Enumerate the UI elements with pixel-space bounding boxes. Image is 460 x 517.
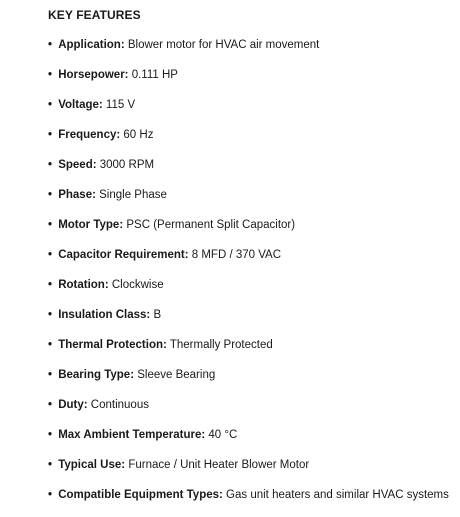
feature-item-thermal-protection — [48, 337, 453, 367]
feature-value: 3000 RPM — [99, 159, 155, 171]
feature-list — [48, 37, 453, 517]
feature-value: Blower motor for HVAC air movement — [127, 39, 320, 51]
feature-value: Gas unit heaters and similar HVAC systems — [226, 489, 449, 501]
feature-label: Application: — [58, 39, 125, 51]
feature-label: Thermal Protection: — [58, 339, 167, 351]
feature-label: Bearing Type: — [58, 369, 135, 381]
bullet-icon: • — [48, 249, 53, 261]
feature-item-horsepower — [48, 67, 453, 97]
feature-item-speed — [48, 157, 453, 187]
feature-label: Voltage: — [58, 99, 103, 111]
feature-label: Insulation Class: — [58, 309, 151, 321]
feature-item-frequency — [48, 127, 453, 157]
feature-label: Max Ambient Temperature: — [58, 429, 206, 441]
feature-value: Clockwise — [111, 279, 164, 291]
feature-value: 115 V — [105, 99, 136, 111]
feature-value: Furnace / Unit Heater Blower Motor — [128, 459, 310, 471]
feature-value: Single Phase — [99, 189, 167, 201]
feature-item-compatible-equipment-types — [48, 487, 453, 517]
feature-item-max-ambient-temperature — [48, 427, 453, 457]
bullet-icon: • — [48, 369, 53, 381]
feature-value: Continuous — [90, 399, 149, 411]
feature-value: B — [153, 309, 162, 321]
key-features-section — [48, 7, 453, 517]
feature-value: 60 Hz — [123, 129, 154, 141]
bullet-icon: • — [48, 39, 53, 51]
bullet-icon: • — [48, 399, 53, 411]
feature-label: Phase: — [58, 189, 96, 201]
feature-label: Compatible Equipment Types: — [58, 489, 223, 501]
feature-value: Sleeve Bearing — [137, 369, 216, 381]
feature-value: 8 MFD / 370 VAC — [191, 249, 282, 261]
feature-label: Motor Type: — [58, 219, 124, 231]
feature-label: Rotation: — [58, 279, 109, 291]
feature-item-voltage — [48, 97, 453, 127]
feature-label: Speed: — [58, 159, 97, 171]
feature-label: Horsepower: — [58, 69, 129, 81]
bullet-icon: • — [48, 69, 53, 81]
feature-label: Duty: — [58, 399, 88, 411]
feature-item-motor-type — [48, 217, 453, 247]
bullet-icon: • — [48, 309, 53, 321]
bullet-icon: • — [48, 339, 53, 351]
feature-item-duty — [48, 397, 453, 427]
bullet-icon: • — [48, 429, 53, 441]
feature-item-rotation — [48, 277, 453, 307]
feature-label: Capacitor Requirement: — [58, 249, 189, 261]
bullet-icon: • — [48, 159, 53, 171]
bullet-icon: • — [48, 459, 53, 471]
bullet-icon: • — [48, 129, 53, 141]
feature-item-capacitor-requirement — [48, 247, 453, 277]
feature-value: PSC (Permanent Split Capacitor) — [126, 219, 296, 231]
section-heading: KEY FEATURES — [48, 8, 141, 22]
feature-item-application — [48, 37, 453, 67]
feature-item-insulation-class — [48, 307, 453, 337]
feature-value: 0.111 HP — [131, 69, 178, 81]
feature-item-typical-use — [48, 457, 453, 487]
bullet-icon: • — [48, 279, 53, 291]
feature-value: Thermally Protected — [169, 339, 273, 351]
bullet-icon: • — [48, 99, 53, 111]
bullet-icon: • — [48, 219, 53, 231]
feature-label: Frequency: — [58, 129, 121, 141]
bullet-icon: • — [48, 489, 53, 501]
feature-value: 40 °C — [208, 429, 238, 441]
bullet-icon: • — [48, 189, 53, 201]
feature-item-phase — [48, 187, 453, 217]
feature-label: Typical Use: — [58, 459, 126, 471]
feature-item-bearing-type — [48, 367, 453, 397]
